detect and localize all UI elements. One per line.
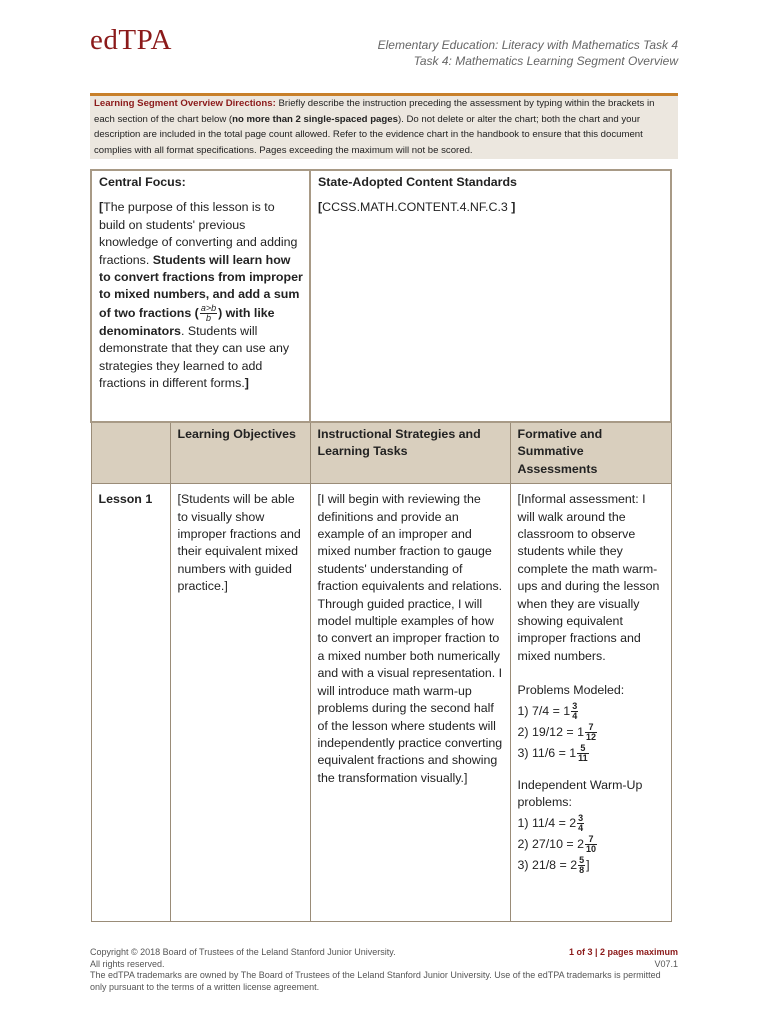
problem-modeled-3: 3) 11/6 = 1 $\frac{5}{11}$ [517, 742, 588, 763]
lesson-1-assessments[interactable] [510, 484, 671, 922]
assessment-intro: [Informal assessment: I will walk around the classroom to observe students while they complete the math warm-ups and during the lesson when they are visually showing equivalent improper fractions and mixed numbers. [517, 492, 660, 663]
standards-label: State-Adopted Content Standards [318, 175, 517, 189]
lesson-1-objective[interactable]: [Students will be able to visually show improper fractions and their equivalent mixed numbers with guided practice.] [170, 484, 310, 922]
standards-cell[interactable] [310, 170, 671, 422]
directions-box [90, 96, 678, 159]
warmup-problem-2: 2) 27/10 = 2 $\frac{7}{10}$ [517, 833, 596, 854]
warmup-label: Independent Warm-Up problems: [517, 777, 643, 810]
edtpa-logo: edTPA [90, 24, 172, 56]
warmup-list [518, 814, 665, 875]
fraction: $\frac{3}{4}$ [578, 812, 584, 833]
fraction: $\frac{5}{8}$ [579, 854, 585, 875]
column-header-assessments: Formative and Summative Assessments [510, 422, 671, 484]
fraction: $\frac{5}{11}$ [578, 742, 588, 763]
page-count: 1 of 3 | 2 pages maximum [568, 947, 678, 957]
standards-value: [CCSS.MATH.CONTENT.4.NF.C.3 ] [318, 200, 516, 215]
segment-overview-table [90, 169, 672, 922]
footer-trademark: The edTPA trademarks are owned by The Board of Trustees of the Leland Stanford Junior University. Use of the edTPA trademarks is permitted only pursuant to the terms of a written license agreement. [90, 970, 661, 992]
footer-page-info [569, 947, 678, 970]
warmup-problem-3: 3) 21/8 = 2 $\frac{5}{8}$ ] [517, 854, 590, 875]
fraction-a-over-b: $\frac{a>b}{b}$ [200, 302, 217, 323]
fraction: $\frac{3}{4}$ [572, 700, 578, 721]
header-subtitle-2: Task 4: Mathematics Learning Segment Overview [413, 54, 678, 68]
footer-rights: All rights reserved. [90, 958, 165, 969]
fraction: $\frac{7}{10}$ [585, 833, 596, 854]
lesson-1-label: Lesson 1 [91, 484, 170, 922]
problems-modeled-list [518, 702, 665, 763]
problems-modeled-label: Problems Modeled: [517, 683, 625, 698]
central-focus-text: [The purpose of this lesson is to build on students' previous knowledge of converting and adding fractions. Students will learn how to convert fractions from improper to mixed numbers, and add a sum of two fractions ( $\frac{a>b}{b}$ ) with like denominators. Students will demonstrate that they can use any strategies they learned to add fractions in different forms.] [99, 200, 303, 391]
directions-text-1: Briefly describe the instruction preceding the assessment by typing within the brackets in each section of the chart below ( [94, 98, 655, 125]
lesson-1-strategies[interactable]: [I will begin with reviewing the definitions and provide an example of an improper and mixed number fraction to gauge students' understanding of fraction equivalents and relations. Through guided practice, I will model multiple examples of how to convert an improper fraction to a mixed number both numerically and with a visual representation. I will introduce math warm-up problems during the second half of the lesson where students will independently practice converting equivalent fractions and showing the transformation visually.] [310, 484, 510, 922]
lesson-1-row [91, 484, 671, 922]
directions-heading: Learning Segment Overview Directions: [94, 98, 276, 109]
directions-bold: no more than 2 single-spaced pages [232, 113, 398, 125]
directions-text-2: ). Do not delete or alter the chart; both the chart and your description are included in the total page count allowed. Refer to the evidence chart in the handbook to ensure that this document complies with all format specifications. Pages exceeding the maximum will not be scored. [94, 113, 643, 156]
column-header-objectives: Learning Objectives [170, 422, 310, 484]
page-footer [90, 947, 678, 993]
document-header [378, 37, 678, 69]
column-header-row [91, 422, 671, 484]
problem-modeled-1: 1) 7/4 = 1 $\frac{3}{4}$ [517, 700, 578, 721]
footer-copyright: Copyright © 2018 Board of Trustees of the Leland Stanford Junior University. [90, 947, 396, 957]
central-focus-label: Central Focus: [99, 175, 186, 189]
header-subtitle-1: Elementary Education: Literacy with Mathematics Task 4 [377, 38, 678, 52]
focus-standards-row [91, 170, 671, 422]
header-empty-cell [91, 422, 170, 484]
column-header-strategies: Instructional Strategies and Learning Tasks [310, 422, 510, 484]
version-label: V07.1 [654, 958, 678, 969]
problem-modeled-2: 2) 19/12 = 1 $\frac{7}{12}$ [517, 721, 596, 742]
warmup-problem-1: 1) 11/4 = 2 $\frac{3}{4}$ [517, 812, 584, 833]
fraction: $\frac{7}{12}$ [585, 721, 596, 742]
central-focus-cell[interactable] [91, 170, 310, 422]
